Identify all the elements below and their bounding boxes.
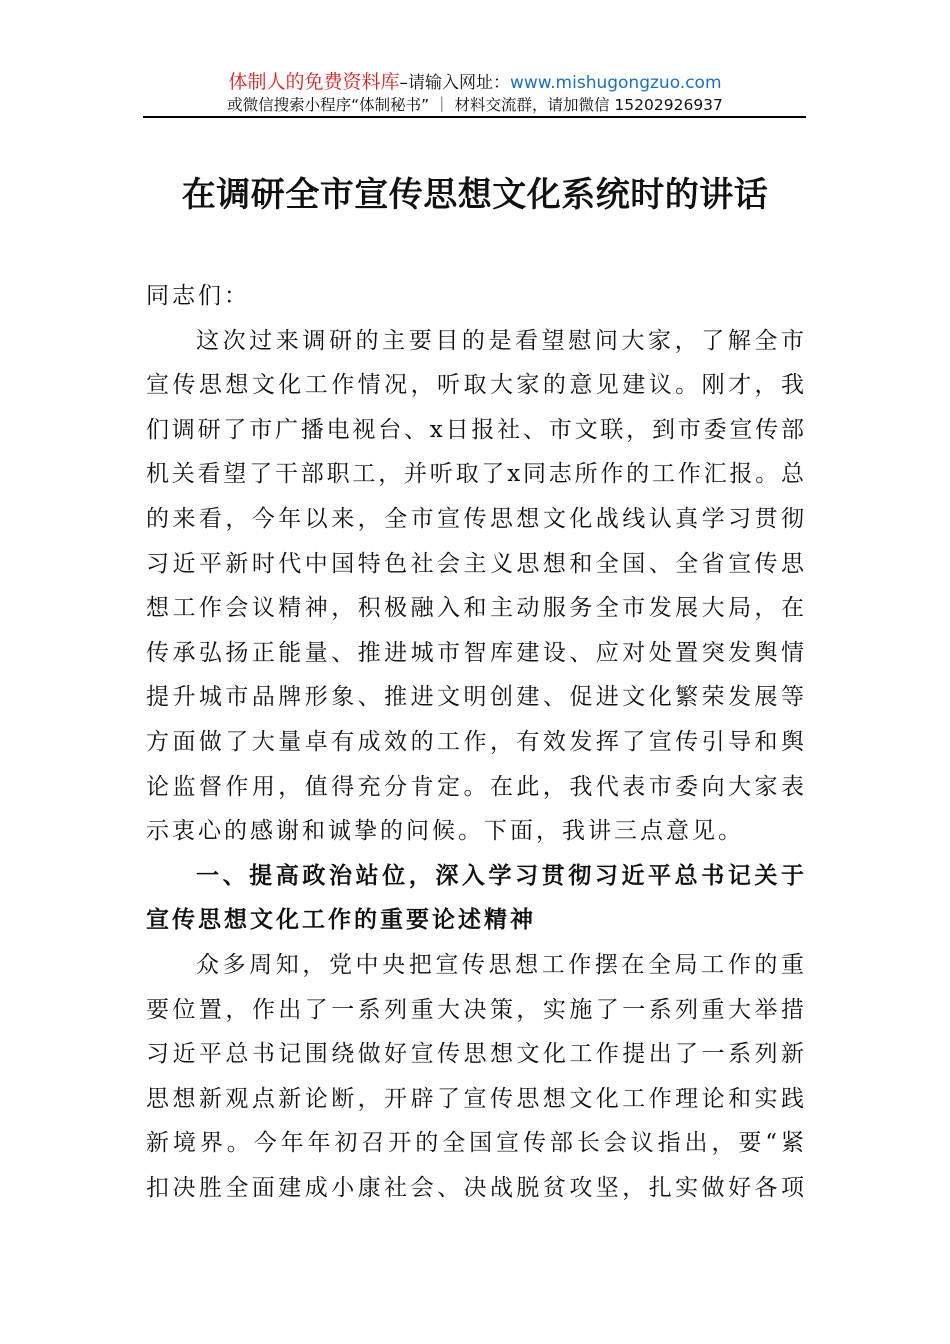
paragraph-line: 同志们： <box>146 283 250 309</box>
brand-name: 体制人的免费资料库 <box>228 71 400 93</box>
paragraph-line: 想工作会议精神，积极融入和主动服务全市发展大局，在 <box>146 595 804 622</box>
contact-line: 或微信搜索小程序“体制秘书” ｜ 材料交流群，请加微信 15202926937 <box>227 96 723 114</box>
paragraph-line: 众多周知，党中央把宣传思想工作摆在全局工作的重 <box>196 951 804 978</box>
paragraph-line: 这次过来调研的主要目的是看望慰问大家，了解全市 <box>196 327 804 354</box>
paragraph-line: 示衷心的感谢和诚挚的问候。下面，我讲三点意见。 <box>146 818 744 845</box>
paragraph-line: 们调研了市广播电视台、x日报社、市文联，到市委宣传部 <box>146 416 804 443</box>
paragraph-line: 扣决胜全面建成小康社会、决战脱贫攻坚，扎实做好各项 <box>146 1174 804 1201</box>
paragraph-line: 论监督作用，值得充分肯定。在此，我代表市委向大家表 <box>146 773 804 800</box>
paragraph-line: 机关看望了干部职工，并听取了x同志所作的工作汇报。总 <box>146 461 804 488</box>
paragraph-line: 新境界。今年年初召开的全国宣传部长会议指出，要“紧 <box>146 1130 804 1157</box>
paragraph-line: 习近平总书记围绕做好宣传思想文化工作提出了一系列新 <box>146 1041 804 1068</box>
section-heading-line: 宣传思想文化工作的重要论述精神 <box>146 907 536 934</box>
site-banner <box>0 70 950 95</box>
paragraph-line: 习近平新时代中国特色社会主义思想和全国、全省宣传思 <box>146 550 804 577</box>
paragraph-line: 提升城市品牌形象、推进文明创建、促进文化繁荣发展等 <box>146 684 804 711</box>
paragraph-line: 方面做了大量卓有成效的工作，有效发挥了宣传引导和舆 <box>146 728 804 755</box>
document-body <box>146 274 804 1210</box>
header-divider <box>143 116 806 118</box>
paragraph-line: 要位置，作出了一系列重大决策，实施了一系列重大举措 <box>146 996 804 1023</box>
document-title: 在调研全市宣传思想文化系统时的讲话 <box>181 175 769 215</box>
paragraph-line: 的来看，今年以来，全市宣传思想文化战线认真学习贯彻 <box>146 505 804 532</box>
url-prompt: –请输入网址： <box>399 73 510 93</box>
paragraph-line: 宣传思想文化工作情况，听取大家的意见建议。刚才，我 <box>146 372 804 399</box>
section-heading-line: 一、提高政治站位，深入学习贯彻习近平总书记关于 <box>196 862 804 889</box>
paragraph-line: 思想新观点新论断，开辟了宣传思想文化工作理论和实践 <box>146 1085 804 1112</box>
paragraph-line: 传承弘扬正能量、推进城市智库建设、应对处置突发舆情 <box>146 639 804 666</box>
site-url-link[interactable]: www.mishugongzuo.com <box>510 73 722 93</box>
